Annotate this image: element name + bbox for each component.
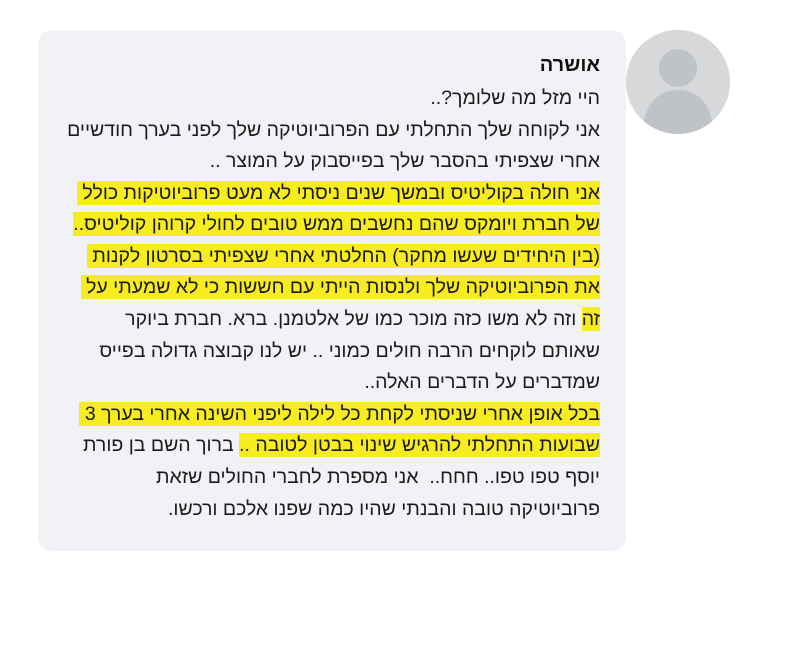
plain-text: ברוך השם בן פורת יוסף טפו טפו.. חחח.. אני מספרת לחברי החולים שזאת פרוביוטיקה טובה והבנתי שהיו כמה שפנו אלכם ורכשו. bbox=[77, 434, 600, 520]
chat-message bbox=[38, 30, 768, 551]
sender-name: אושרה bbox=[539, 54, 600, 76]
avatar-circle[interactable] bbox=[626, 30, 730, 134]
plain-text: וזה לא משו כזה מוכר כמו של אלטמנן. ברא. חברת ביוקר שאותם לוקחים הרבה חולים כמוני .. יש לנו קבוצה גדולה בפייס שמדברים על הדברים האלה.. bbox=[93, 308, 600, 394]
message-paragraph bbox=[64, 399, 600, 525]
message-bubble bbox=[38, 30, 626, 551]
avatar[interactable] bbox=[626, 30, 730, 134]
highlighted-text: אני חולה בקוליטיס ובמשך שנים ניסתי לא מעט פרוביוטיקות כולל של חברת ויומקס שהם נחשבים ממש טובים לחולי קרוהן קוליטיס..(בין היחידים שעשו מחקר) החלטתי אחרי שצפיתי בסרטון לקנות את הפרוביוטיקה שלך ולנסות הייתי עם חששות כי לא שמעתי על זה bbox=[73, 181, 600, 331]
default-user-avatar-icon bbox=[626, 30, 730, 134]
message-paragraph bbox=[64, 83, 600, 115]
plain-text: אני לקוחה שלך התחלתי עם הפרוביוטיקה שלך לפני בערך חודשיים אחרי שצפיתי בהסבר שלך בפייסבוק על המוצר .. bbox=[61, 118, 600, 173]
highlighted-text: בכל אופן אחרי שניסתי לקחת כל לילה ליפני השינה אחרי בערך 3 שבועות התחלתי להרגיש שינוי בבטן לטובה .. bbox=[79, 402, 600, 457]
plain-text: היי מזל מה שלומך?.. bbox=[430, 87, 600, 109]
message-paragraph bbox=[64, 178, 600, 399]
message-text bbox=[61, 83, 600, 525]
message-paragraph bbox=[61, 115, 600, 178]
